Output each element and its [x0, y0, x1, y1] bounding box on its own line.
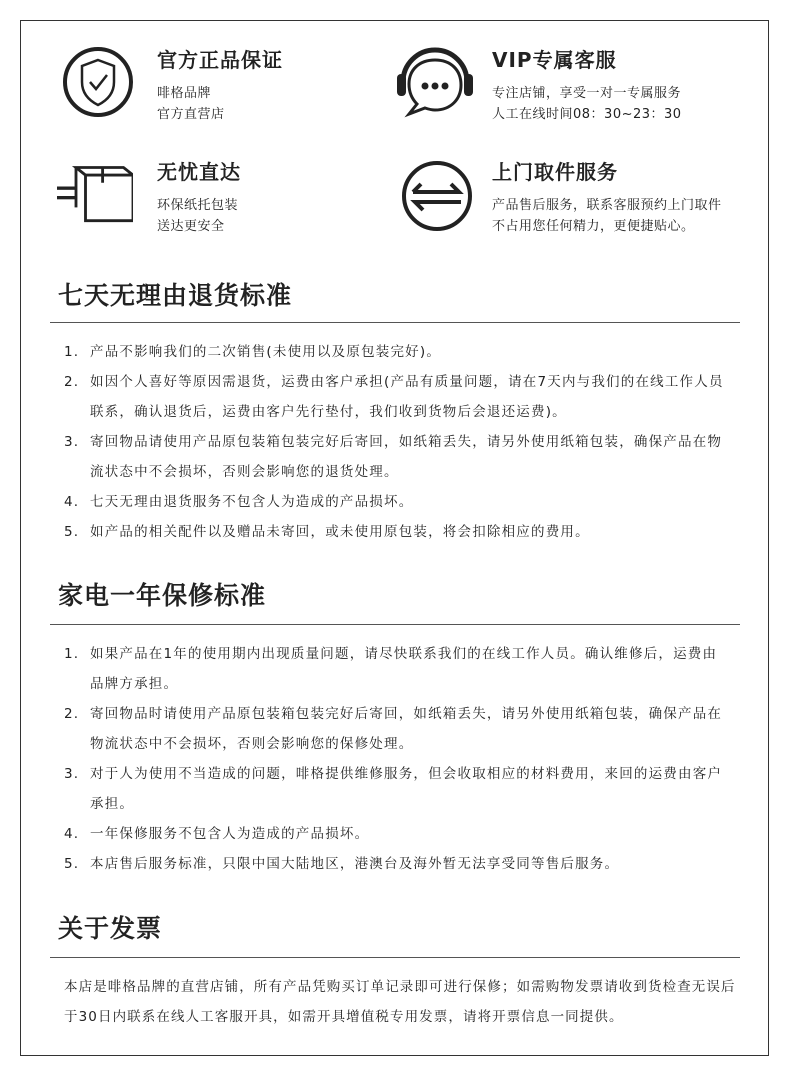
package-delivery-icon	[57, 158, 133, 234]
warranty-policy-list	[50, 639, 740, 879]
list-item: 1. 如果产品在1年的使用期内出现质量问题，请尽快联系我们的在线工作人员。确认维修后，运费由品牌方承担。	[64, 646, 718, 692]
feature-vip-service: VIP专属客服 专注店铺，享受一对一专属服务 人工在线时间08：30~23：30	[397, 46, 757, 146]
exchange-arrows-icon	[397, 158, 473, 234]
list-item: 4. 一年保修服务不包含人为造成的产品损坏。	[64, 826, 370, 842]
invoice-text: 本店是啡格品牌的直营店铺，所有产品凭购买订单记录即可进行保修；如需购物发票请收到货检查无误后于30日内联系在线人工客服开具，如需开具增值税专用发票，请将开票信息一同提供。	[64, 979, 736, 1025]
list-item: 5. 本店售后服务标准，只限中国大陆地区，港澳台及海外暂无法享受同等售后服务。	[64, 856, 620, 872]
return-policy-list	[50, 337, 740, 547]
headset-chat-icon	[397, 46, 473, 122]
list-item: 3. 对于人为使用不当造成的问题，啡格提供维修服务，但会收取相应的材料费用，来回的运费由客户承担。	[64, 766, 723, 812]
list-item: 4. 七天无理由退货服务不包含人为造成的产品损坏。	[64, 494, 414, 510]
divider	[50, 322, 740, 323]
feature-official-guarantee: 官方正品保证 啡格品牌 官方直营店	[62, 46, 392, 146]
list-item: 5. 如产品的相关配件以及赠品未寄回，或未使用原包装，将会扣除相应的费用。	[64, 524, 590, 540]
feature-worry-free-delivery: 无忧直达 环保纸托包装 送达更安全	[57, 158, 387, 258]
list-item: 1. 产品不影响我们的二次销售(未使用以及原包装完好)。	[64, 344, 442, 360]
divider	[50, 624, 740, 625]
section-invoice	[50, 909, 740, 1032]
feature-pickup-service: 上门取件服务 产品售后服务，联系客服预约上门取件 不占用您任何精力，更便捷贴心。	[397, 158, 757, 258]
section-title: 家电一年保修标准	[58, 581, 267, 610]
section-title: 七天无理由退货标准	[58, 281, 293, 310]
list-item: 2. 寄回物品时请使用产品原包装箱包装完好后寄回，如纸箱丢失，请另外使用纸箱包装，确保产品在物流状态中不会损坏，否则会影响您的保修处理。	[64, 706, 723, 752]
section-seven-day-return	[50, 276, 740, 547]
list-item: 2. 如因个人喜好等原因需退货，运费由客户承担(产品有质量问题，请在7天内与我们的在线工作人员联系，确认退货后，运费由客户先行垫付，我们收到货物后会退还运费)。	[64, 374, 724, 420]
section-title: 关于发票	[58, 914, 163, 943]
section-one-year-warranty	[50, 576, 740, 879]
divider	[50, 957, 740, 958]
list-item: 3. 寄回物品请使用产品原包装箱包装完好后寄回，如纸箱丢失，请另外使用纸箱包装，确保产品在物流状态中不会损坏，否则会影响您的退货处理。	[64, 434, 723, 480]
shield-check-icon	[62, 46, 138, 122]
